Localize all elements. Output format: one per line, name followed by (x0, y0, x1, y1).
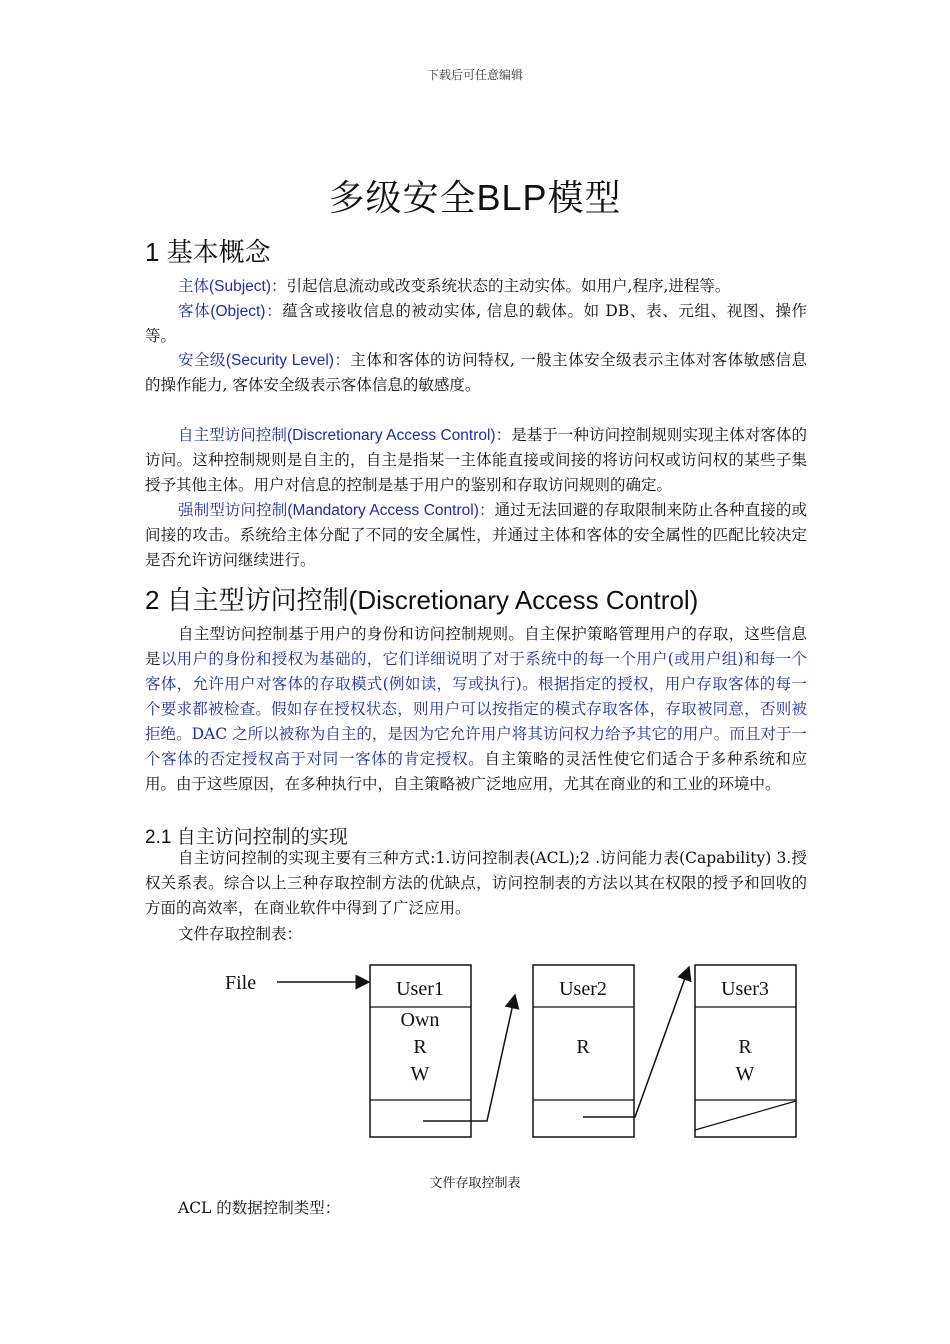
section1-heading: 1 基本概念 (145, 237, 271, 267)
paragraph-implementation: 自主访问控制的实现主要有三种方式:1.访问控制表(ACL);2 .访问能力表(Capability) 3.授权关系表。综合以上三种存取控制方法的优缺点，访问控制表的方法以其在权限的授予和回收的方面的高效率，在商业软件中得到了广泛应用。 (145, 849, 807, 917)
paragraph-object (145, 299, 807, 349)
paragraph-mac (145, 498, 807, 573)
paragraph-file-acl-label: 文件存取控制表： (178, 925, 303, 943)
dac-detail-part3: 自主策略的灵活性使它们适合于多种系统和应用。由于这些原因，在多种执行中，自主策略被广泛地应用，尤其在商业的和工业的环境中。 (145, 750, 807, 793)
user2-name: User2 (559, 978, 607, 1000)
text-security-level: 主体和客体的访问特权, 一般主体安全级表示主体对客体敏感信息的操作能力, 客体安全级表示客体信息的敏感度。 (145, 351, 807, 394)
user3-node (695, 965, 796, 1137)
term-subject: 主体(Subject)： (178, 278, 287, 295)
user2-perm-r: R (576, 1036, 590, 1058)
dac-detail-part1: 自主型访问控制基于用户的身份和访问控制规则。自主保护策略管理用户的存取，这些信息是 (145, 625, 807, 668)
document-title: 多级安全BLP模型 (328, 177, 622, 218)
paragraph-subject (145, 274, 807, 299)
user1-perm-r: R (413, 1036, 427, 1058)
paragraph-acl-types: ACL 的数据控制类型： (178, 1199, 341, 1217)
term-security-level: 安全级(Security Level)： (178, 352, 351, 369)
term-mac: 强制型访问控制(Mandatory Access Control)： (178, 502, 495, 519)
term-object: 客体(Object)： (178, 303, 283, 320)
user1-perm-w: W (410, 1063, 430, 1085)
user3-name: User3 (721, 978, 769, 1000)
section21-heading: 2.1 自主访问控制的实现 (145, 827, 348, 848)
text-dac: 是基于一种访问控制规则实现主体对客体的访问。这种控制规则是自主的，自主是指某一主体能直接或间接的将访问权或访问权的某些子集授予其他主体。用户对信息的控制是基于用户的鉴别和存取访问规则的确定。 (145, 426, 807, 494)
paragraph-dac (145, 423, 807, 498)
text-mac: 通过无法回避的存取限制来防止各种直接的或间接的攻击。系统给主体分配了不同的安全属性，并通过主体和客体的安全属性的匹配比较决定是否允许访问继续进行。 (145, 501, 807, 569)
user1-node (370, 965, 471, 1137)
acl-diagram (215, 955, 815, 1145)
file-label: File (225, 972, 257, 994)
page-header: 下载后可任意编辑 (426, 68, 523, 82)
paragraph-security-level (145, 348, 807, 398)
figure-caption: 文件存取控制表 (429, 1176, 521, 1191)
user1-name: User1 (396, 978, 444, 1000)
user3-perm-r: R (738, 1036, 752, 1058)
user3-null-pointer (695, 1101, 796, 1130)
paragraph-dac-detail (145, 622, 807, 797)
term-dac: 自主型访问控制(Discretionary Access Control)： (178, 427, 512, 444)
user2-node (533, 965, 634, 1137)
user1-perm-own: Own (400, 1009, 440, 1031)
section2-heading: 2 自主型访问控制(Discretionary Access Control) (145, 585, 699, 615)
dac-detail-highlight: 以用户的身份和授权为基础的，它们详细说明了对于系统中的每一个用户(或用户组)和每一个客体，允许用户对客体的存取模式(例如读，写或执行)。根据指定的授权，用户存取客体的每一个要求都被检查。假如存在授权状态，则用户可以按指定的模式存取客体，存取被同意，否则被拒绝。DAC 之所以被称为自主的，是因为它允许用户将其访问权力给予其它的用户。而且对于一个客体的否定授权高于对同一客体的肯定授权。 (145, 650, 807, 768)
text-subject: 引起信息流动或改变系统状态的主动实体。如用户,程序,进程等。 (286, 277, 731, 295)
text-object: 蕴含或接收信息的被动实体, 信息的载体。如 DB、表、元组、视图、操作等。 (145, 302, 807, 345)
user3-perm-w: W (735, 1063, 755, 1085)
